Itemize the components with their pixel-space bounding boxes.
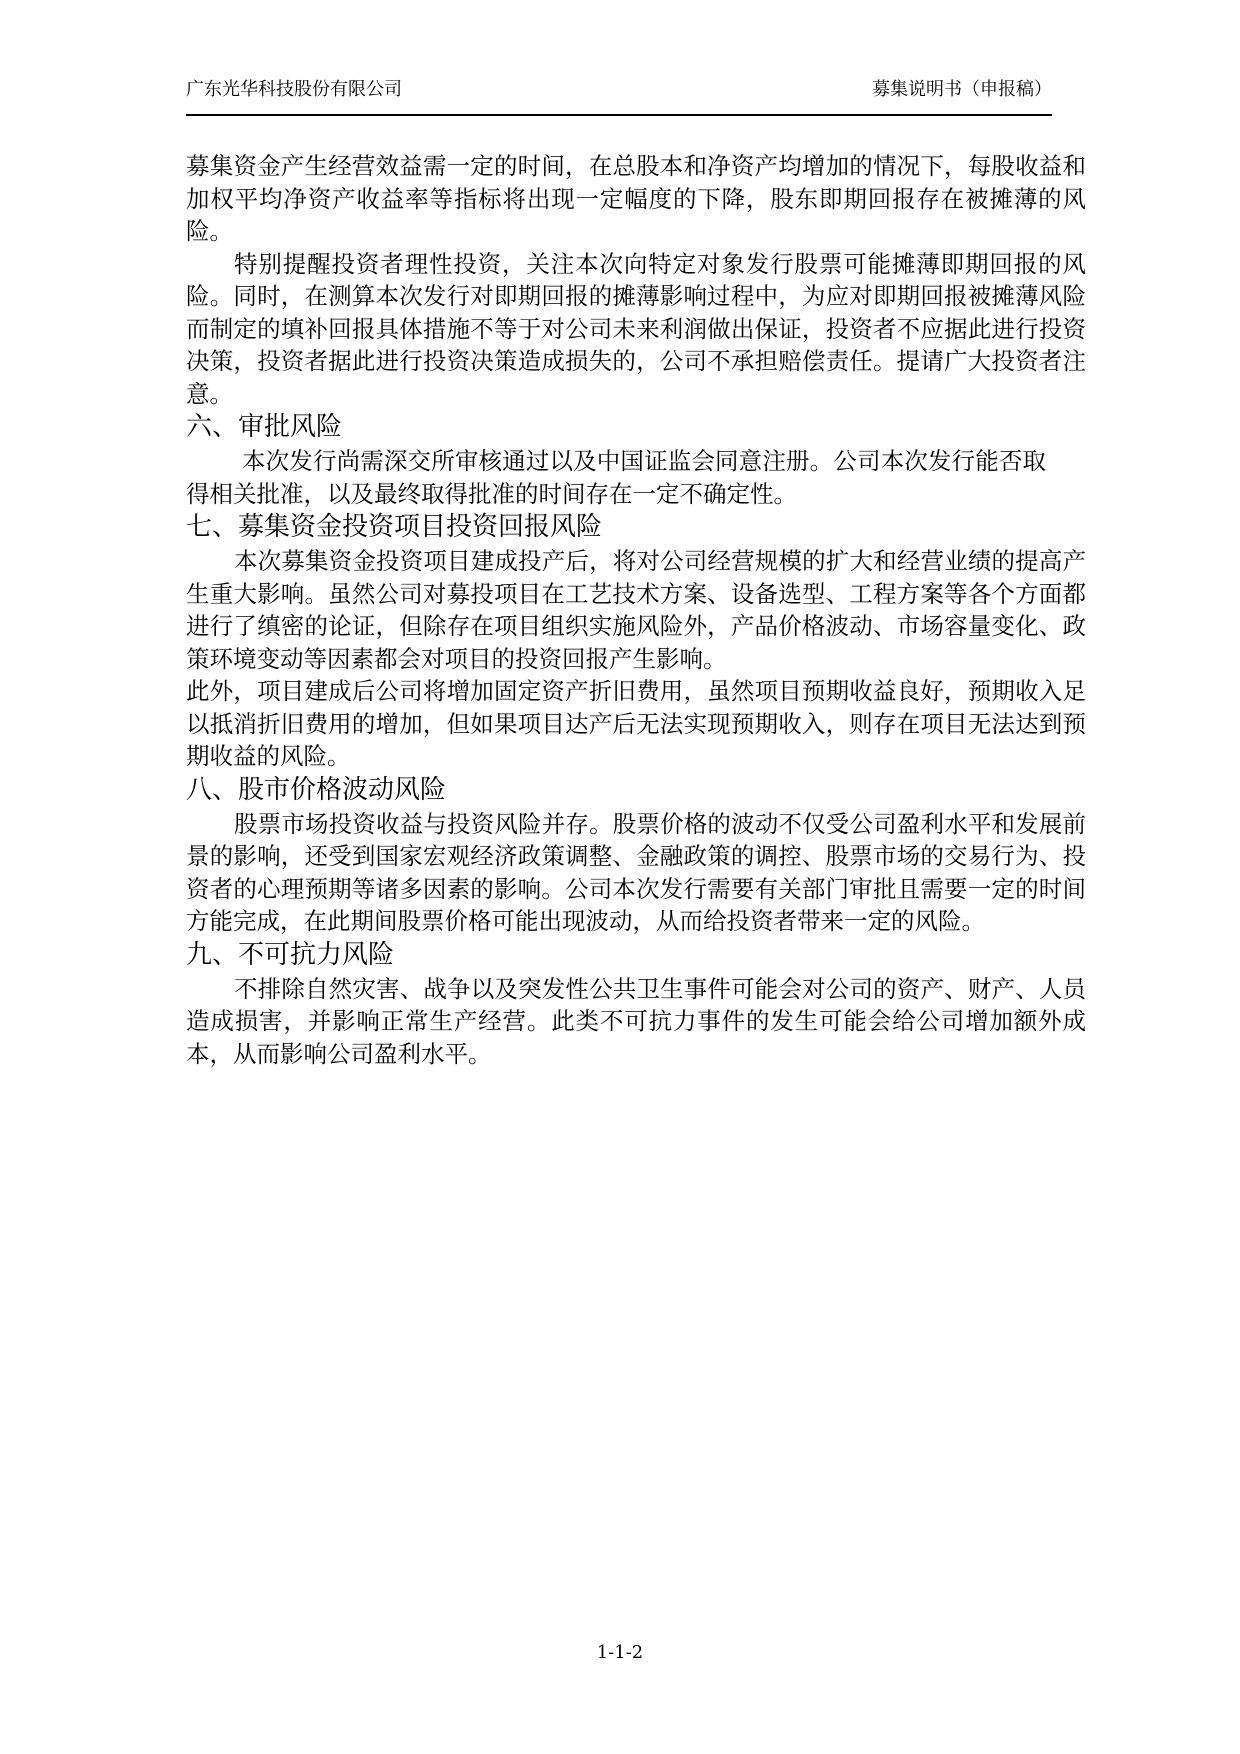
paragraph-investment-return-risk-2: 此外，项目建成后公司将增加固定资产折旧费用，虽然项目预期收益良好，预期收入足以抵消折旧费用的增加，但如果项目达产后无法实现预期收入，则存在项目无法达到预期收益的风险。 [186,677,1086,770]
page-header [186,72,1052,116]
paragraph-stock-price-risk: 股票市场投资收益与投资风险并存。股票价格的波动不仅受公司盈利水平和发展前景的影响，还受到国家宏观经济政策调整、金融政策的调控、股票市场的交易行为、投资者的心理预期等诸多因素的影响。公司本次发行需要有关部门审批且需要一定的时间方能完成，在此期间股票价格可能出现波动，从而给投资者带来一定的风险。 [186,809,1086,935]
header-document-title: 募集说明书（申报稿） [872,79,1052,100]
paragraph-force-majeure-risk: 不排除自然灾害、战争以及突发性公共卫生事件可能会对公司的资产、财产、人员造成损害，并影响正常生产经营。此类不可抗力事件的发生可能会给公司增加额外成本，从而影响公司盈利水平。 [186,974,1086,1068]
section-heading-approval-risk: 六、审批风险 [186,412,343,442]
paragraph-investment-return-risk-1: 本次募集资金投资项目建成投产后，将对公司经营规模的扩大和经营业绩的提高产生重大影响。虽然公司对募投项目在工艺技术方案、设备选型、工程方案等各个方面都进行了缜密的论证，但除存在项目组织实施风险外，产品价格波动、市场容量变化、政策环境变动等因素都会对项目的投资回报产生影响。 [186,547,1086,673]
paragraph-investor-reminder: 特别提醒投资者理性投资，关注本次向特定对象发行股票可能摊薄即期回报的风险。同时，在测算本次发行对即期回报的摊薄影响过程中，为应对即期回报被摊薄风险而制定的填补回报具体措施不等于对公司未来利润做出保证，投资者不应据此进行投资决策，投资者据此进行投资决策造成损失的，公司不承担赔偿责任。提请广大投资者注意。 [186,249,1086,408]
paragraph-dilution-continued: 募集资金产生经营效益需一定的时间，在总股本和净资产均增加的情况下，每股收益和加权平均净资产收益率等指标将出现一定幅度的下降，股东即期回报存在被摊薄的风险。 [186,152,1086,245]
section-heading-stock-price-risk: 八、股市价格波动风险 [186,774,447,805]
page-number: 1-1-2 [596,1642,644,1663]
paragraph-approval-risk: 本次发行尚需深交所审核通过以及中国证监会同意注册。公司本次发行能否取得相关批准，以及最终取得批准的时间存在一定不确定性。 [186,447,1046,508]
document-body [186,150,1086,1070]
section-heading-force-majeure-risk: 九、不可抗力风险 [186,939,395,970]
header-company-name: 广东光华科技股份有限公司 [186,79,402,100]
section-heading-investment-return-risk: 七、募集资金投资项目投资回报风险 [186,512,603,542]
